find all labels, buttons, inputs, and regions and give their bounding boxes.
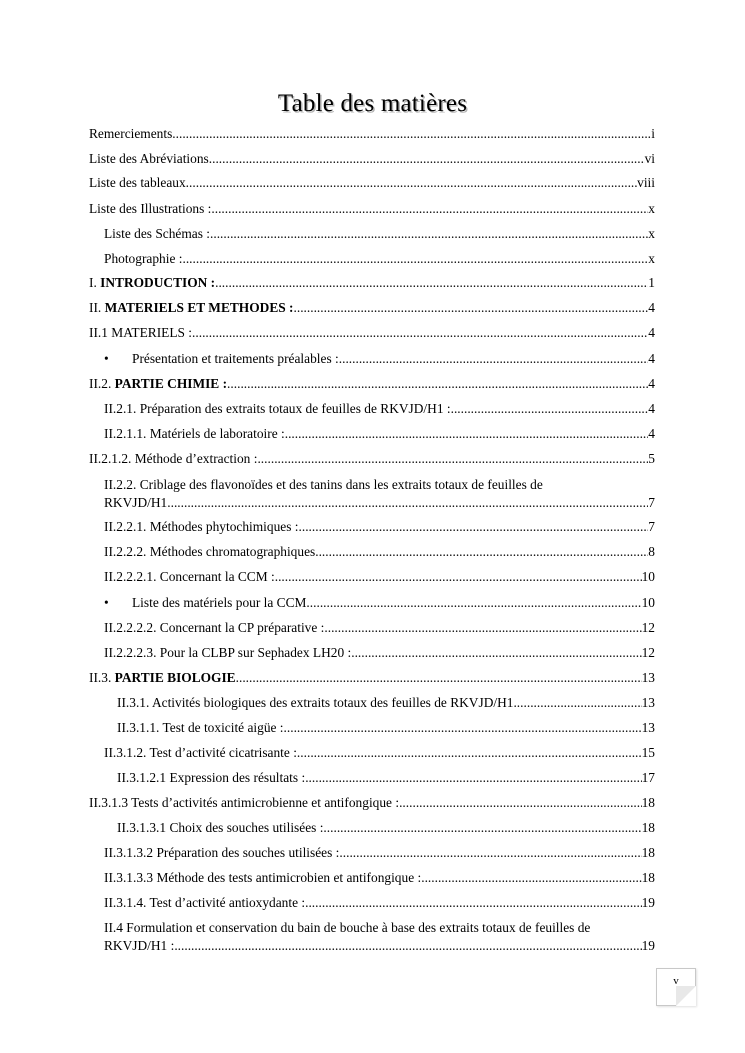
- section-number: II.2.: [89, 376, 115, 391]
- toc-entry[interactable]: [117, 719, 655, 737]
- toc-entry[interactable]: [104, 250, 655, 268]
- toc-entry-label: [117, 819, 323, 837]
- toc-entry[interactable]: [89, 375, 655, 393]
- dot-leader: [324, 619, 641, 637]
- toc-page-number: 4: [648, 426, 655, 441]
- dot-leader: [294, 299, 649, 317]
- toc-entry-text: II.3.1.2. Test d’activité cicatrisante :: [104, 745, 297, 760]
- toc-entry-text: II.1 MATERIELS :: [89, 325, 193, 340]
- toc-entry[interactable]: [89, 669, 655, 687]
- toc-entry[interactable]: [104, 543, 655, 561]
- toc-entry-text: II.2.1. Préparation des extraits totaux de feuilles de RKVJD/H1 :: [104, 401, 451, 416]
- toc-entry-label: [104, 400, 451, 418]
- toc-page-number: 19: [641, 937, 655, 953]
- toc-page-number: 12: [641, 620, 655, 635]
- toc-entry-label: [104, 568, 275, 586]
- toc-entry-label: [104, 937, 174, 955]
- dot-leader: [215, 274, 648, 292]
- toc-entry-label: [104, 619, 324, 637]
- section-number: II.3.: [89, 670, 115, 685]
- toc-entry[interactable]: [104, 844, 655, 862]
- toc-page-number: 18: [641, 820, 655, 835]
- toc-entry-label: [89, 669, 236, 687]
- toc-entry-text: II.4 Formulation et conservation du bain de bouche à base des extraits totaux de feuilles de: [104, 920, 591, 935]
- toc-entry-label: [104, 225, 210, 243]
- toc-page-number: 1: [648, 275, 655, 290]
- toc-entry-text: Liste des tableaux.: [89, 175, 190, 190]
- toc-entry-label: [89, 299, 294, 317]
- toc-entry[interactable]: [104, 744, 655, 762]
- dot-leader: [284, 719, 642, 737]
- toc-entry[interactable]: [117, 694, 655, 712]
- toc-page-number: 10: [641, 569, 655, 584]
- toc-entry[interactable]: [89, 125, 655, 143]
- toc-entry-label: [89, 375, 227, 393]
- toc-entry-label: [89, 125, 176, 143]
- toc-entry[interactable]: [117, 819, 655, 837]
- toc-page-number: 4: [648, 376, 655, 391]
- toc-entry-text: II.2.1.2. Méthode d’extraction :: [89, 451, 258, 466]
- toc-entry-text: II.3.1. Activités biologiques des extraits totaux des feuilles de RKVJD/H1: [117, 695, 514, 710]
- toc-entry-label: [104, 425, 285, 443]
- dot-leader: [285, 425, 649, 443]
- toc-entry[interactable]: [104, 425, 655, 443]
- dot-leader: [339, 844, 641, 862]
- dot-leader: [299, 518, 649, 536]
- toc-entry-label: [104, 350, 339, 368]
- toc-page-number: 18: [641, 795, 655, 810]
- toc-entry-text: II.2.2.2.1. Concernant la CCM :: [104, 569, 275, 584]
- toc-entry-text: Remerciements.: [89, 126, 176, 141]
- section-heading: MATERIELS ET METHODES :: [104, 300, 294, 315]
- toc-entry-label: [104, 869, 421, 887]
- toc-entry[interactable]: [104, 919, 655, 954]
- dot-leader: [297, 744, 642, 762]
- toc-page-number: i: [651, 126, 655, 141]
- page-number: v: [673, 975, 679, 987]
- toc-entry-text: II.3.1.3.3 Méthode des tests antimicrobien et antifongique :: [104, 870, 422, 885]
- toc-entry-label: [104, 250, 182, 268]
- toc-entry-text: Présentation et traitements préalables :: [132, 351, 339, 366]
- toc-page-number: 4: [648, 351, 655, 366]
- toc-entry[interactable]: [117, 769, 655, 787]
- toc-entry-text: II.3.1.1. Test de toxicité aigüe :: [117, 720, 284, 735]
- toc-page-number: 15: [641, 745, 655, 760]
- dot-leader: [189, 174, 637, 192]
- toc-page-number: viii: [637, 175, 655, 190]
- toc-entry-label: [104, 494, 167, 512]
- toc-entry[interactable]: [89, 324, 655, 342]
- toc-entry[interactable]: [89, 274, 655, 292]
- toc-entry-label: [104, 644, 351, 662]
- dot-leader: [167, 494, 648, 512]
- toc-page-number: 7: [648, 494, 655, 510]
- toc-entry-text-continued: RKVJD/H1 :: [104, 937, 175, 953]
- toc-entry[interactable]: [104, 350, 655, 368]
- toc-entry[interactable]: [89, 174, 655, 192]
- toc-entry-text: Liste des Schémas :: [104, 226, 210, 241]
- toc-entry[interactable]: [89, 450, 655, 468]
- dot-leader: [174, 937, 641, 955]
- toc-entry-text: II.3.1.3.2 Préparation des souches utilisées :: [104, 845, 340, 860]
- section-number: I.: [89, 275, 101, 290]
- page-curl-decoration: [676, 986, 696, 1006]
- section-heading: INTRODUCTION :: [100, 275, 216, 290]
- toc-entry-label: [89, 150, 212, 168]
- toc-entry-label: [104, 518, 299, 536]
- toc-page-number: 4: [648, 300, 655, 315]
- dot-leader: [305, 769, 641, 787]
- toc-page-number: 13: [641, 720, 655, 735]
- section-heading: PARTIE BIOLOGIE: [114, 670, 236, 685]
- toc-page-number: 18: [641, 870, 655, 885]
- toc-entry-label: [89, 450, 257, 468]
- toc-entry-text: II.2.2. Criblage des flavonoïdes et des tanins dans les extraits totaux de feuilles de: [104, 477, 543, 492]
- dot-leader: [315, 543, 648, 561]
- toc-entry-label: [89, 200, 211, 218]
- toc-entry[interactable]: [104, 568, 655, 586]
- toc-entry-text: II.3.1.4. Test d’activité antioxydante :: [104, 895, 306, 910]
- toc-entry[interactable]: [89, 150, 655, 168]
- toc-entry-label: [89, 324, 192, 342]
- dot-leader: [351, 644, 641, 662]
- toc-page-number: 4: [648, 401, 655, 416]
- toc-entry[interactable]: [89, 200, 655, 218]
- bullet-icon: •: [104, 351, 109, 366]
- toc-entry-label: [104, 744, 297, 762]
- dot-leader: [421, 869, 641, 887]
- toc-page-number: 13: [641, 670, 655, 685]
- toc-entry-text: Liste des Abréviations.: [89, 151, 213, 166]
- dot-leader: [257, 450, 648, 468]
- toc-page-number: 17: [641, 770, 655, 785]
- toc-page-number: x: [648, 226, 655, 241]
- toc-entry-text: II.2.1.1. Matériels de laboratoire :: [104, 426, 285, 441]
- toc-page-number: x: [648, 251, 655, 266]
- dot-leader: [192, 324, 648, 342]
- toc-entry-label: [117, 719, 284, 737]
- toc-entry[interactable]: [104, 400, 655, 418]
- toc-entry[interactable]: [104, 619, 655, 637]
- dot-leader: [210, 225, 648, 243]
- dot-leader: [275, 568, 642, 586]
- toc-entry-text-continued: RKVJD/H1: [104, 494, 168, 510]
- dot-leader: [176, 125, 652, 143]
- toc-page-number: 19: [641, 895, 655, 910]
- dot-leader: [212, 150, 644, 168]
- page-title: Table des matières: [277, 90, 468, 117]
- toc-entry-text: II.2.2.2.3. Pour la CLBP sur Sephadex LH20 :: [104, 645, 352, 660]
- toc-page-number: vi: [644, 151, 655, 166]
- toc-page-number: 4: [648, 325, 655, 340]
- toc-page-number: 13: [641, 695, 655, 710]
- dot-leader: [227, 375, 648, 393]
- dot-leader: [323, 819, 641, 837]
- dot-leader: [399, 794, 642, 812]
- dot-leader: [211, 200, 648, 218]
- toc-entry-label: [89, 274, 215, 292]
- toc-entry-label: [104, 844, 339, 862]
- toc-entry[interactable]: [104, 644, 655, 662]
- page-number-box: [656, 968, 696, 1006]
- toc-entry-text: II.2.2.2.2. Concernant la CP préparative :: [104, 620, 325, 635]
- dot-leader: [513, 694, 641, 712]
- toc-entry-text: Liste des matériels pour la CCM: [132, 595, 307, 610]
- dot-leader: [451, 400, 649, 418]
- toc-page-number: x: [648, 201, 655, 216]
- toc-page-number: 18: [641, 845, 655, 860]
- toc-entry-text: Liste des Illustrations :: [89, 201, 212, 216]
- toc-entry-label: [117, 694, 513, 712]
- toc-entry-label: [117, 769, 305, 787]
- toc-page-number: 10: [641, 595, 655, 610]
- section-number: II.: [89, 300, 105, 315]
- toc-entry-label: [89, 794, 399, 812]
- toc-entry[interactable]: [104, 518, 655, 536]
- toc-entry-text: II.3.1.3 Tests d’activités antimicrobienne et antifongique :: [89, 795, 400, 810]
- toc-entry[interactable]: [104, 894, 655, 912]
- dot-leader: [236, 669, 642, 687]
- toc-page-number: 8: [648, 544, 655, 559]
- toc-entry[interactable]: [104, 225, 655, 243]
- section-heading: PARTIE CHIMIE :: [114, 376, 228, 391]
- toc-entry[interactable]: [104, 476, 655, 511]
- dot-leader: [182, 250, 648, 268]
- toc-entry-label: [104, 894, 305, 912]
- toc-entry[interactable]: [104, 594, 655, 612]
- toc-entry-text: II.3.1.3.1 Choix des souches utilisées :: [117, 820, 324, 835]
- toc-page-number: 7: [648, 519, 655, 534]
- toc-page-number: 12: [641, 645, 655, 660]
- dot-leader: [306, 594, 641, 612]
- toc-entry-text: Photographie :: [104, 251, 183, 266]
- toc-page-number: 5: [648, 451, 655, 466]
- toc-entry[interactable]: [89, 794, 655, 812]
- toc-entry-text: II.2.2.2. Méthodes chromatographiques: [104, 544, 316, 559]
- toc-entry[interactable]: [89, 299, 655, 317]
- dot-leader: [339, 350, 649, 368]
- toc-entry-text: II.2.2.1. Méthodes phytochimiques :: [104, 519, 299, 534]
- toc-entry[interactable]: [104, 869, 655, 887]
- toc-entry-label: [104, 543, 315, 561]
- toc-entry-label: [104, 594, 306, 612]
- dot-leader: [305, 894, 642, 912]
- toc-entry-label: [89, 174, 189, 192]
- toc-entry-text: II.3.1.2.1 Expression des résultats :: [117, 770, 306, 785]
- bullet-icon: •: [104, 595, 109, 610]
